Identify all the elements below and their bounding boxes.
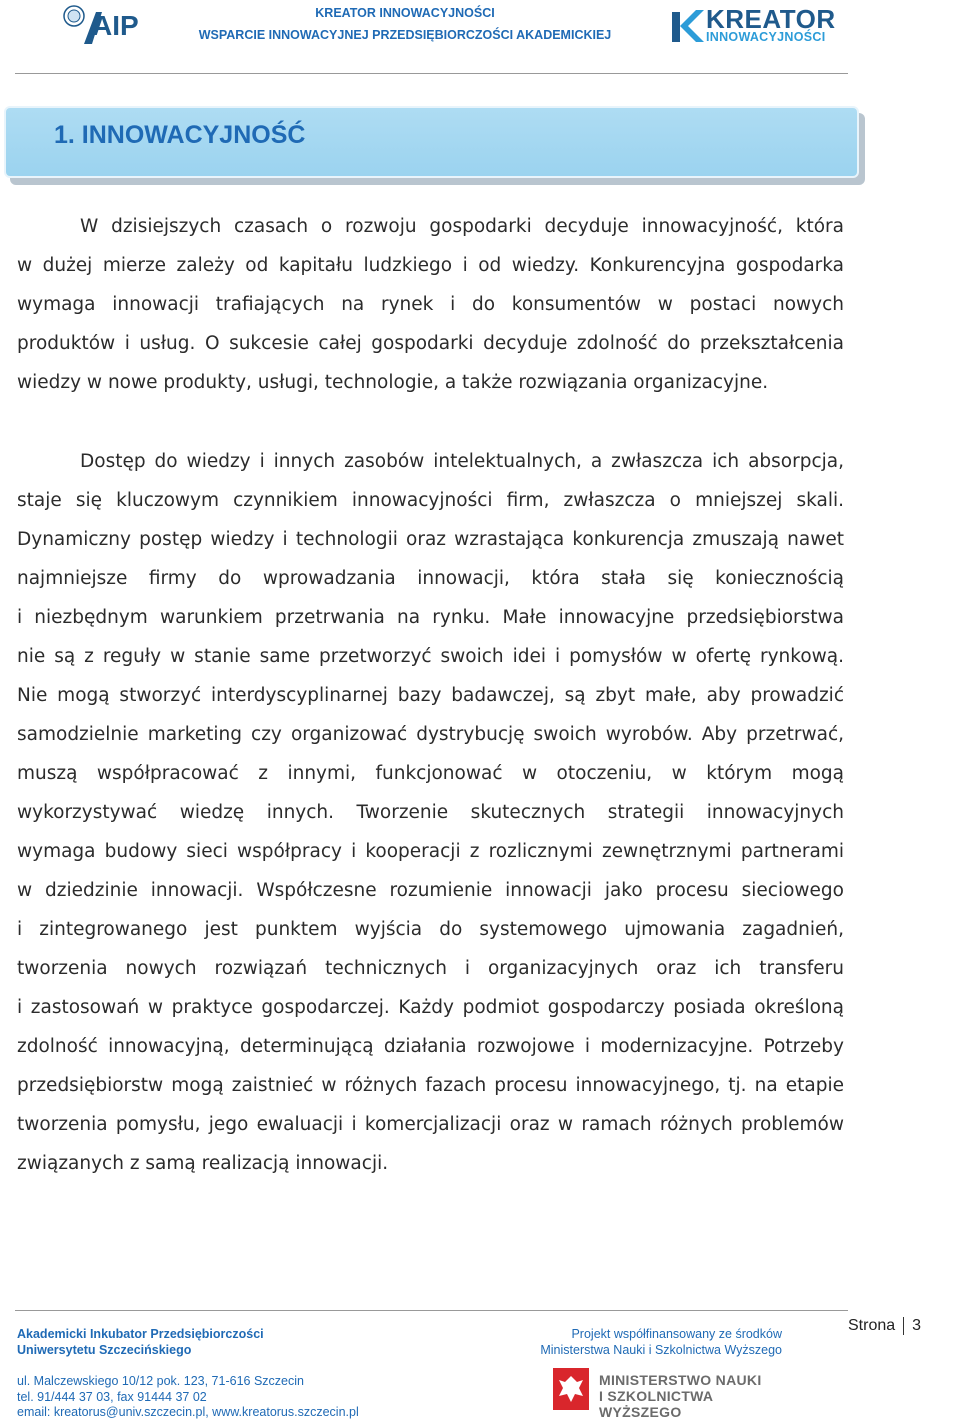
ministry-logo	[553, 1368, 793, 1420]
kreator-mark-icon	[670, 8, 704, 44]
polish-eagle-icon	[553, 1368, 593, 1410]
paragraph-2	[17, 442, 844, 1183]
footer-funding	[520, 1326, 782, 1358]
paragraph-line: związanych z samą realizacją innowacji.	[17, 1153, 389, 1174]
funding-line-1: Projekt współfinansowany ze środków	[571, 1327, 782, 1341]
paragraph-line: wykorzystywać wiedzę innych. Tworzenie skutecznych strategii innowacyjnych	[17, 802, 844, 823]
paragraph-line: staje się kluczowym czynnikiem innowacyjności firm, zwłaszcza o mniejszej skali.	[17, 490, 844, 511]
paragraph-line: wymaga innowacji trafiających na rynek i do konsumentów w postaci nowych	[17, 294, 844, 315]
paragraph-line: muszą współpracować z innymi, funkcjonować w otoczeniu, w którym mogą	[17, 763, 844, 784]
footer-address: ul. Malczewskiego 10/12 pok. 123, 71-616 Szczecin	[17, 1374, 304, 1388]
section-title: 1. INNOWACYJNOŚĆ	[54, 121, 306, 149]
kreator-logo-line-2: INNOWACYJNOŚCI	[706, 30, 826, 44]
ministry-name	[599, 1372, 793, 1420]
aip-logo	[62, 4, 139, 46]
paragraph-line: i niezbędnym warunkiem przetrwania na rynku. Małe innowacyjne przedsiębiorstwa	[17, 607, 844, 628]
paragraph-line: i zintegrowanego jest punktem wyjścia do systemowego ujmowania zagadnień,	[17, 919, 844, 940]
aip-logo-text: AIP	[92, 10, 139, 41]
paragraph-line: w dużej mierze zależy od kapitału ludzkiego i od wiedzy. Konkurencyjna gospodarka	[17, 255, 844, 276]
kreator-logo-line-1: KREATOR	[706, 4, 836, 34]
paragraph-1	[17, 207, 844, 402]
footer-contact	[17, 1326, 359, 1419]
footer-org-name: Akademicki Inkubator Przedsiębiorczości	[17, 1327, 264, 1341]
page-header	[0, 0, 960, 76]
ministry-line-2: I SZKOLNICTWA WYŻSZEGO	[599, 1388, 713, 1420]
paragraph-line: Dynamiczny postęp wiedzy i technologii oraz wzrastająca konkurencja zmuszają nawet	[17, 529, 844, 550]
paragraph-line: W dzisiejszych czasach o rozwoju gospodarki decyduje innowacyjność, która	[80, 216, 844, 237]
paragraph-line: wiedzy w nowe produkty, usługi, technologie, a także rozwiązania organizacyjne.	[17, 372, 769, 393]
footer-address-block	[17, 1374, 359, 1421]
paragraph-line: samodzielnie marketing czy organizować dystrybucję swoich wyrobów. Aby przetrwać,	[17, 724, 844, 745]
paragraph-line: Dostęp do wiedzy i innych zasobów intelektualnych, a zwłaszcza ich absorpcja,	[80, 451, 844, 472]
paragraph-line: Nie mogą stworzyć interdyscyplinarnej bazy badawczej, są zbyt małe, aby prowadzić	[17, 685, 844, 706]
page-label: Strona	[848, 1317, 896, 1334]
header-line-2: WSPARCIE INNOWACYJNEJ PRZEDSIĘBIORCZOŚCI AKADEMICKIEJ	[198, 28, 612, 42]
header-divider	[15, 73, 848, 74]
paragraph-line: tworzenia pomysłu, jego ewaluacji i komercjalizacji oraz w ramach różnych problemów	[17, 1114, 844, 1135]
ministry-line-1: MINISTERSTWO NAUKI	[599, 1372, 762, 1388]
paragraph-line: nie są z reguły w stanie same przetworzyć swoich idei i pomysłów w ofertę rynkową.	[17, 646, 844, 667]
header-title	[190, 2, 620, 46]
funding-line-2: Ministerstwa Nauki i Szkolnictwa Wyższego	[540, 1343, 782, 1357]
page-number-value: 3	[912, 1317, 922, 1334]
footer-divider	[15, 1310, 848, 1311]
kreator-logo	[670, 6, 840, 46]
paragraph-line: produktów i usług. O sukcesie całej gospodarki decyduje zdolność do przekształcenia	[17, 333, 844, 354]
paragraph-line: w dziedzinie innowacji. Współczesne rozumienie innowacji jako procesu sieciowego	[17, 880, 844, 901]
paragraph-line: wymaga budowy sieci współpracy i kooperacji z rozlicznymi zewnętrznymi partnerami	[17, 841, 844, 862]
footer-email: email: kreatorus@univ.szczecin.pl, www.kreatorus.szczecin.pl	[17, 1405, 359, 1419]
paragraph-line: przedsiębiorstw mogą zaistnieć w różnych fazach procesu innowacyjnego, tj. na etapie	[17, 1075, 844, 1096]
page-number	[848, 1316, 921, 1336]
footer-phone: tel. 91/444 37 03, fax 91444 37 02	[17, 1389, 207, 1404]
paragraph-line: tworzenia nowych rozwiązań technicznych i organizacyjnych oraz ich transferu	[17, 958, 844, 979]
paragraph-line: i zastosowań w praktyce gospodarczej. Każdy podmiot gospodarczy posiada określoną	[17, 997, 844, 1018]
paragraph-line: najmniejsze firmy do wprowadzania innowacji, która stała się koniecznością	[17, 568, 844, 589]
page-number-separator	[903, 1317, 904, 1335]
footer-university: Uniwersytetu Szczecińskiego	[17, 1343, 192, 1357]
header-line-1: KREATOR INNOWACYJNOŚCI	[315, 6, 495, 20]
paragraph-line: zdolność innowacyjną, determinującą działania rozwojowe i modernizacyjne. Potrzeby	[17, 1036, 844, 1057]
